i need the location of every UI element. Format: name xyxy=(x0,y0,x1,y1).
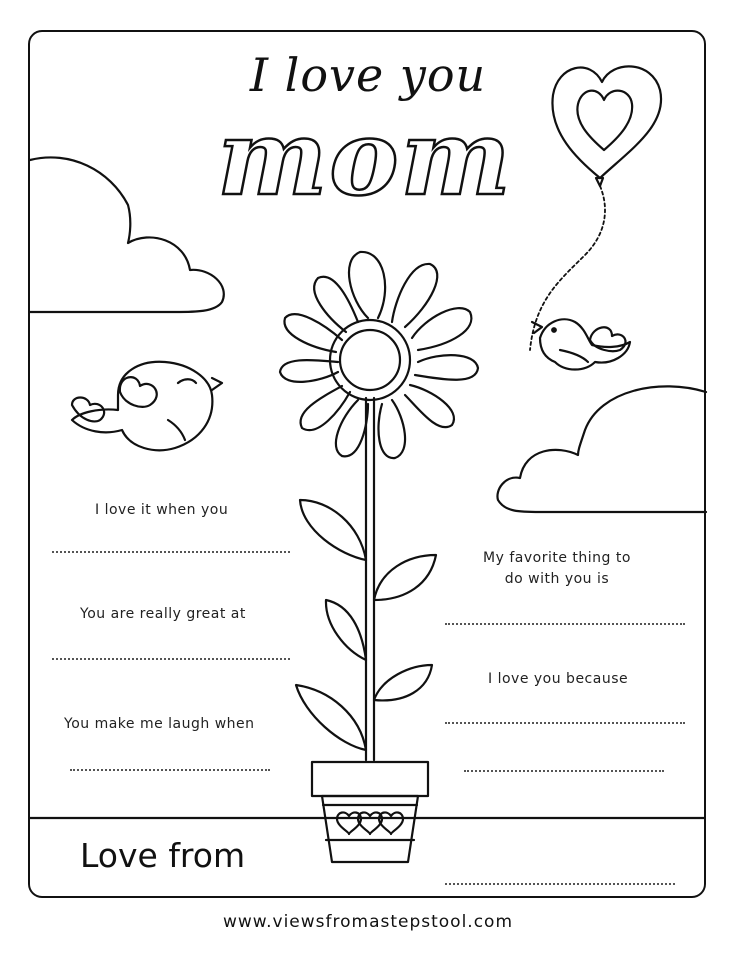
title-line-1: I love you xyxy=(249,48,487,102)
flower-pot-icon xyxy=(312,762,428,862)
answer-line-1[interactable] xyxy=(52,551,290,553)
answer-line-6[interactable] xyxy=(464,770,664,772)
bird-icon xyxy=(532,319,630,369)
prompt-love-it-when: I love it when you xyxy=(95,502,229,518)
bird-icon xyxy=(72,362,222,450)
heart-balloon-icon xyxy=(530,66,661,350)
cloud-icon xyxy=(30,157,224,312)
prompt-laugh-when: You make me laugh when xyxy=(64,716,255,732)
prompt-really-great-at: You are really great at xyxy=(80,606,246,622)
title-line-2: mom xyxy=(217,96,513,219)
flower-icon xyxy=(280,252,478,760)
answer-line-2[interactable] xyxy=(52,658,290,660)
answer-line-4[interactable] xyxy=(445,623,685,625)
website-url: www.viewsfromastepstool.com xyxy=(222,912,514,932)
prompt-love-you-because: I love you because xyxy=(488,671,629,687)
answer-line-3[interactable] xyxy=(70,769,270,771)
cloud-icon xyxy=(497,386,706,512)
answer-line-5[interactable] xyxy=(445,722,685,724)
prompt-favorite-thing: My favorite thing to do with you is xyxy=(483,550,631,587)
signature-line[interactable] xyxy=(445,883,675,885)
love-from-label: Love from xyxy=(80,836,246,875)
